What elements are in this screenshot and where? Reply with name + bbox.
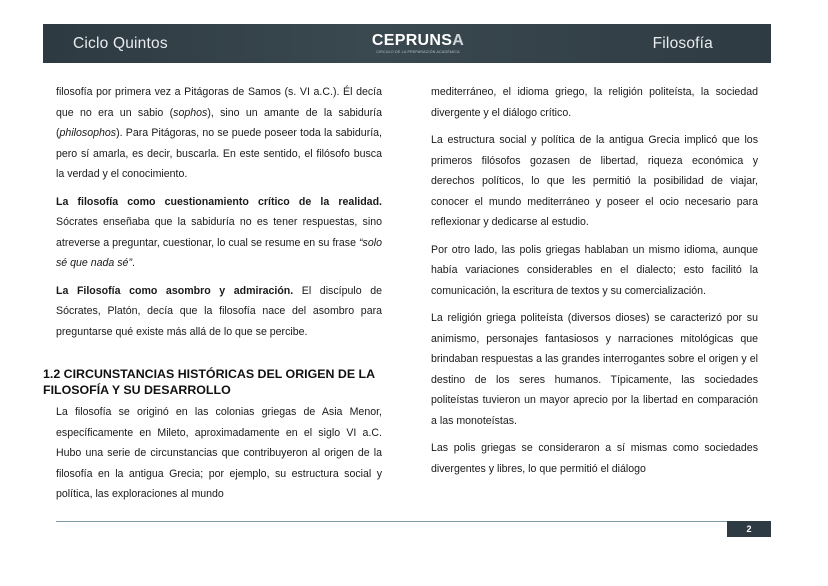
paragraph-continuacion: mediterráneo, el idioma griego, la religión politeísta, la sociedad divergente y el diálogo crítico. — [431, 86, 758, 119]
paragraph-socrates: La filosofía como cuestionamiento crítico de la realidad. Sócrates enseñaba que la sabiduría no es tener respuestas, sino atreverse a preguntar, cuestionar, lo cual se resume en su frase “solo sé que nada sé”. — [56, 195, 382, 269]
section-heading: 1.2 CIRCUNSTANCIAS HISTÓRICAS DEL ORIGEN DE LA FILOSOFÍA Y SU DESARROLLO — [43, 367, 375, 397]
paragraph-polis: Las polis griegas se consideraron a sí mismas como sociedades divergentes y libres, lo que permitió el diálogo — [431, 442, 758, 475]
section-body — [56, 402, 382, 505]
header-subject: Filosofía — [652, 35, 713, 52]
page-header — [43, 24, 771, 63]
ceprunsa-logo — [367, 32, 469, 55]
paragraph-origen: La filosofía se originó en las colonias griegas de Asia Menor, específicamente en Mileto, aproximadamente en el siglo VI a.C. Hubo una serie de circunstancias que contribuyeron al origen de la filosofía en la antigua Grecia; por ejemplo, su estructura social y política, las exploraciones al mundo — [56, 406, 382, 500]
header-course: Ciclo Quintos — [73, 35, 168, 52]
footer-divider — [56, 521, 727, 522]
left-column — [56, 82, 382, 342]
logo-wordmark: CEPRUNSA — [371, 32, 465, 49]
page-number: 2 — [727, 521, 771, 537]
logo-tagline: CIRCULO DE LA PREPARACIÓN ACADÉMICA — [376, 50, 460, 54]
right-column — [431, 82, 758, 479]
paragraph-religion: La religión griega politeísta (diversos dioses) se caracterizó por su animismo, personajes fantasiosos y narraciones mitológicas que brindaban respuestas a las grandes interrogantes sobre el origen y el destino de los seres humanos. Típicamente, las sociedades politeístas tuvieron un mayor aprecio por la libertad en comparación a las monoteístas. — [431, 312, 758, 427]
paragraph-platon: La Filosofía como asombro y admiración. El discípulo de Sócrates, Platón, decía que la filosofía nace del asombro para preguntarse qué existe más allá de lo que se percibe. — [56, 284, 382, 338]
paragraph-idioma: Por otro lado, las polis griegas hablaban un mismo idioma, aunque había variaciones considerables en el dialecto; esto facilitó la comunicación, la escritura de textos y su comercialización. — [431, 243, 758, 297]
paragraph-pitagoras: filosofía por primera vez a Pitágoras de Samos (s. VI a.C.). Él decía que no era un sabio (sophos), sino un amante de la sabiduría (philosophos). Para Pitágoras, no se puede poseer toda la sabiduría, pero sí amarla, es decir, buscarla. En este sentido, el filósofo busca la verdad y el conocimiento. — [56, 86, 383, 180]
paragraph-estructura-social: La estructura social y política de la antigua Grecia implicó que los primeros filósofos gozasen de libertad, riqueza económica y derechos políticos, lo que les permitió la posibilidad de viajar, conocer el mundo mediterráneo y poseer el ocio necesario para reflexionar y dedicarse al estudio. — [431, 134, 758, 228]
